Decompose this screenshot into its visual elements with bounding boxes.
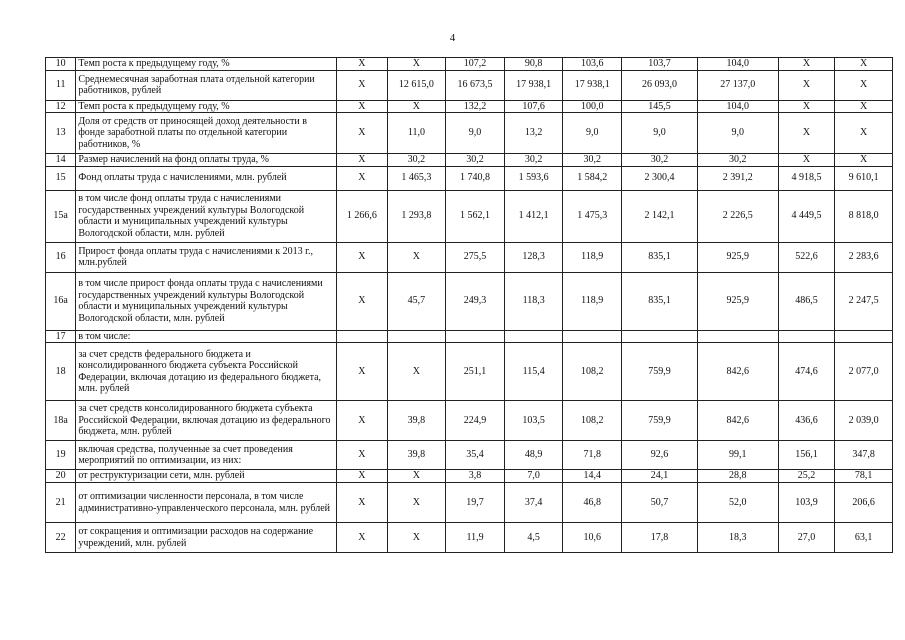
value-cell: 1 740,8 <box>446 166 505 190</box>
value-cell: X <box>835 70 893 100</box>
value-cell: 17 938,1 <box>563 70 622 100</box>
value-cell: 118,9 <box>563 272 622 330</box>
value-cell: X <box>337 70 388 100</box>
value-cell: 24,1 <box>622 470 698 483</box>
value-cell: 436,6 <box>778 401 835 441</box>
value-cell: 251,1 <box>446 343 505 401</box>
value-cell: 2 283,6 <box>835 242 893 272</box>
value-cell: 2 039,0 <box>835 401 893 441</box>
row-number: 19 <box>46 441 76 470</box>
value-cell: 100,0 <box>563 100 622 113</box>
value-cell: 522,6 <box>778 242 835 272</box>
value-cell: X <box>778 113 835 154</box>
row-number: 17 <box>46 330 76 343</box>
value-cell: X <box>778 154 835 167</box>
row-description: в том числе фонд оплаты труда с начислениями государственных учреждений культуры Вологодской области и муниципальных учреждений культуры Вологодской области, млн. рублей <box>76 190 337 242</box>
row-number: 20 <box>46 470 76 483</box>
value-cell: X <box>387 242 446 272</box>
value-cell: X <box>337 58 388 71</box>
value-cell: 759,9 <box>622 343 698 401</box>
value-cell: 1 475,3 <box>563 190 622 242</box>
row-number: 15а <box>46 190 76 242</box>
value-cell: 925,9 <box>697 272 778 330</box>
row-number: 10 <box>46 58 76 71</box>
table-row <box>46 483 893 523</box>
value-cell: X <box>835 113 893 154</box>
value-cell: 78,1 <box>835 470 893 483</box>
value-cell: 16 673,5 <box>446 70 505 100</box>
table-row <box>46 401 893 441</box>
value-cell: 39,8 <box>387 401 446 441</box>
value-cell: 26 093,0 <box>622 70 698 100</box>
table-row <box>46 523 893 553</box>
value-cell <box>835 330 893 343</box>
value-cell: 103,5 <box>504 401 563 441</box>
value-cell: X <box>835 100 893 113</box>
value-cell: 842,6 <box>697 401 778 441</box>
row-description: Размер начислений на фонд оплаты труда, % <box>76 154 337 167</box>
row-number: 22 <box>46 523 76 553</box>
value-cell: 2 391,2 <box>697 166 778 190</box>
value-cell: 925,9 <box>697 242 778 272</box>
row-number: 16 <box>46 242 76 272</box>
value-cell: 835,1 <box>622 242 698 272</box>
value-cell: 30,2 <box>446 154 505 167</box>
page-number: 4 <box>449 32 456 44</box>
value-cell: 12 615,0 <box>387 70 446 100</box>
row-number: 14 <box>46 154 76 167</box>
value-cell: 145,5 <box>622 100 698 113</box>
value-cell: 63,1 <box>835 523 893 553</box>
value-cell: 132,2 <box>446 100 505 113</box>
value-cell: 108,2 <box>563 343 622 401</box>
value-cell: 99,1 <box>697 441 778 470</box>
value-cell: 28,8 <box>697 470 778 483</box>
value-cell: X <box>337 343 388 401</box>
value-cell: 347,8 <box>835 441 893 470</box>
value-cell: X <box>337 242 388 272</box>
value-cell <box>697 330 778 343</box>
table-row <box>46 242 893 272</box>
value-cell: X <box>337 441 388 470</box>
value-cell: 18,3 <box>697 523 778 553</box>
value-cell: 7,0 <box>504 470 563 483</box>
value-cell: 1 412,1 <box>504 190 563 242</box>
value-cell: X <box>387 470 446 483</box>
value-cell: 30,2 <box>387 154 446 167</box>
value-cell: 25,2 <box>778 470 835 483</box>
value-cell: 8 818,0 <box>835 190 893 242</box>
table-row <box>46 58 893 71</box>
value-cell: X <box>835 154 893 167</box>
value-cell: 35,4 <box>446 441 505 470</box>
table-row <box>46 470 893 483</box>
row-description: Среднемесячная заработная плата отдельной категории работников, рублей <box>76 70 337 100</box>
value-cell: 759,9 <box>622 401 698 441</box>
value-cell: 2 077,0 <box>835 343 893 401</box>
value-cell <box>446 330 505 343</box>
row-description: за счет средств консолидированного бюджета субъекта Российской Федерации, включая дотацию из федерального бюджета, млн. рублей <box>76 401 337 441</box>
value-cell: X <box>387 483 446 523</box>
row-number: 21 <box>46 483 76 523</box>
row-description: Фонд оплаты труда с начислениями, млн. рублей <box>76 166 337 190</box>
value-cell: 486,5 <box>778 272 835 330</box>
value-cell: 275,5 <box>446 242 505 272</box>
row-description: Прирост фонда оплаты труда с начислениями к 2013 г., млн.рублей <box>76 242 337 272</box>
value-cell: X <box>387 343 446 401</box>
row-number: 13 <box>46 113 76 154</box>
table-row <box>46 190 893 242</box>
row-description: Темп роста к предыдущему году, % <box>76 58 337 71</box>
table-row <box>46 166 893 190</box>
row-description: от оптимизации численности персонала, в том числе административно-управленческого персонала, млн. рублей <box>76 483 337 523</box>
value-cell: 14,4 <box>563 470 622 483</box>
value-cell: 90,8 <box>504 58 563 71</box>
value-cell: 1 465,3 <box>387 166 446 190</box>
row-description: в том числе: <box>76 330 337 343</box>
value-cell: 206,6 <box>835 483 893 523</box>
value-cell: 128,3 <box>504 242 563 272</box>
row-number: 11 <box>46 70 76 100</box>
row-description: за счет средств федерального бюджета и консолидированного бюджета субъекта Российской Федерации, включая дотацию из федерального бюджета, млн. рублей <box>76 343 337 401</box>
table-row <box>46 441 893 470</box>
row-number: 12 <box>46 100 76 113</box>
value-cell: X <box>778 100 835 113</box>
value-cell: 9,0 <box>697 113 778 154</box>
value-cell: 9,0 <box>563 113 622 154</box>
value-cell: 30,2 <box>504 154 563 167</box>
value-cell: 45,7 <box>387 272 446 330</box>
value-cell: X <box>337 100 388 113</box>
value-cell: X <box>387 58 446 71</box>
value-cell: 13,2 <box>504 113 563 154</box>
value-cell: 9,0 <box>622 113 698 154</box>
value-cell: X <box>337 523 388 553</box>
value-cell: 27 137,0 <box>697 70 778 100</box>
value-cell: 2 226,5 <box>697 190 778 242</box>
value-cell <box>563 330 622 343</box>
value-cell: 835,1 <box>622 272 698 330</box>
table-row <box>46 330 893 343</box>
value-cell: 37,4 <box>504 483 563 523</box>
table-row <box>46 100 893 113</box>
value-cell: 30,2 <box>697 154 778 167</box>
value-cell: 30,2 <box>622 154 698 167</box>
value-cell: 9,0 <box>446 113 505 154</box>
value-cell: 156,1 <box>778 441 835 470</box>
value-cell: X <box>387 100 446 113</box>
value-cell: X <box>387 523 446 553</box>
value-cell: 118,3 <box>504 272 563 330</box>
value-cell: 71,8 <box>563 441 622 470</box>
value-cell: 1 593,6 <box>504 166 563 190</box>
value-cell: 17 938,1 <box>504 70 563 100</box>
value-cell: 46,8 <box>563 483 622 523</box>
value-cell: 103,7 <box>622 58 698 71</box>
value-cell: X <box>337 272 388 330</box>
table-row <box>46 70 893 100</box>
value-cell: X <box>337 113 388 154</box>
value-cell: 50,7 <box>622 483 698 523</box>
value-cell: 1 293,8 <box>387 190 446 242</box>
row-description: от сокращения и оптимизации расходов на содержание учреждений, млн. рублей <box>76 523 337 553</box>
value-cell: 11,9 <box>446 523 505 553</box>
table-row <box>46 343 893 401</box>
row-description: Доля от средств от приносящей доход деятельности в фонде заработной платы по отдельной категории работников, % <box>76 113 337 154</box>
row-description: от реструктуризации сети, млн. рублей <box>76 470 337 483</box>
data-table <box>45 57 893 553</box>
value-cell: 27,0 <box>778 523 835 553</box>
value-cell: X <box>337 166 388 190</box>
value-cell: 249,3 <box>446 272 505 330</box>
value-cell: X <box>337 154 388 167</box>
row-number: 15 <box>46 166 76 190</box>
value-cell <box>387 330 446 343</box>
value-cell: 17,8 <box>622 523 698 553</box>
value-cell: 92,6 <box>622 441 698 470</box>
value-cell: 118,9 <box>563 242 622 272</box>
value-cell: 9 610,1 <box>835 166 893 190</box>
value-cell: X <box>778 58 835 71</box>
table-row <box>46 154 893 167</box>
row-number: 18а <box>46 401 76 441</box>
value-cell: 103,9 <box>778 483 835 523</box>
value-cell: 4,5 <box>504 523 563 553</box>
value-cell: 30,2 <box>563 154 622 167</box>
value-cell: 107,2 <box>446 58 505 71</box>
value-cell <box>622 330 698 343</box>
value-cell: 48,9 <box>504 441 563 470</box>
table-row <box>46 272 893 330</box>
value-cell: 52,0 <box>697 483 778 523</box>
value-cell: 104,0 <box>697 100 778 113</box>
value-cell: X <box>835 58 893 71</box>
value-cell: 115,4 <box>504 343 563 401</box>
value-cell: 10,6 <box>563 523 622 553</box>
value-cell: 1 266,6 <box>337 190 388 242</box>
value-cell: 474,6 <box>778 343 835 401</box>
value-cell: 3,8 <box>446 470 505 483</box>
row-number: 18 <box>46 343 76 401</box>
value-cell: 107,6 <box>504 100 563 113</box>
value-cell: 2 300,4 <box>622 166 698 190</box>
row-description: Темп роста к предыдущему году, % <box>76 100 337 113</box>
value-cell: 4 449,5 <box>778 190 835 242</box>
row-description: включая средства, полученные за счет проведения мероприятий по оптимизации, из них: <box>76 441 337 470</box>
value-cell: 103,6 <box>563 58 622 71</box>
value-cell: 19,7 <box>446 483 505 523</box>
row-number: 16а <box>46 272 76 330</box>
value-cell: X <box>337 470 388 483</box>
value-cell: X <box>337 483 388 523</box>
value-cell <box>778 330 835 343</box>
value-cell: X <box>778 70 835 100</box>
value-cell: 2 247,5 <box>835 272 893 330</box>
value-cell: 39,8 <box>387 441 446 470</box>
value-cell: 1 584,2 <box>563 166 622 190</box>
value-cell <box>504 330 563 343</box>
value-cell: 4 918,5 <box>778 166 835 190</box>
value-cell: 11,0 <box>387 113 446 154</box>
value-cell: 224,9 <box>446 401 505 441</box>
value-cell: 1 562,1 <box>446 190 505 242</box>
table-row <box>46 113 893 154</box>
value-cell: 2 142,1 <box>622 190 698 242</box>
value-cell: X <box>337 401 388 441</box>
value-cell: 104,0 <box>697 58 778 71</box>
row-description: в том числе прирост фонда оплаты труда с начислениями государственных учреждений культуры Вологодской области и муниципальных учреждений культуры Вологодской области, млн. рублей <box>76 272 337 330</box>
value-cell <box>337 330 388 343</box>
value-cell: 842,6 <box>697 343 778 401</box>
value-cell: 108,2 <box>563 401 622 441</box>
